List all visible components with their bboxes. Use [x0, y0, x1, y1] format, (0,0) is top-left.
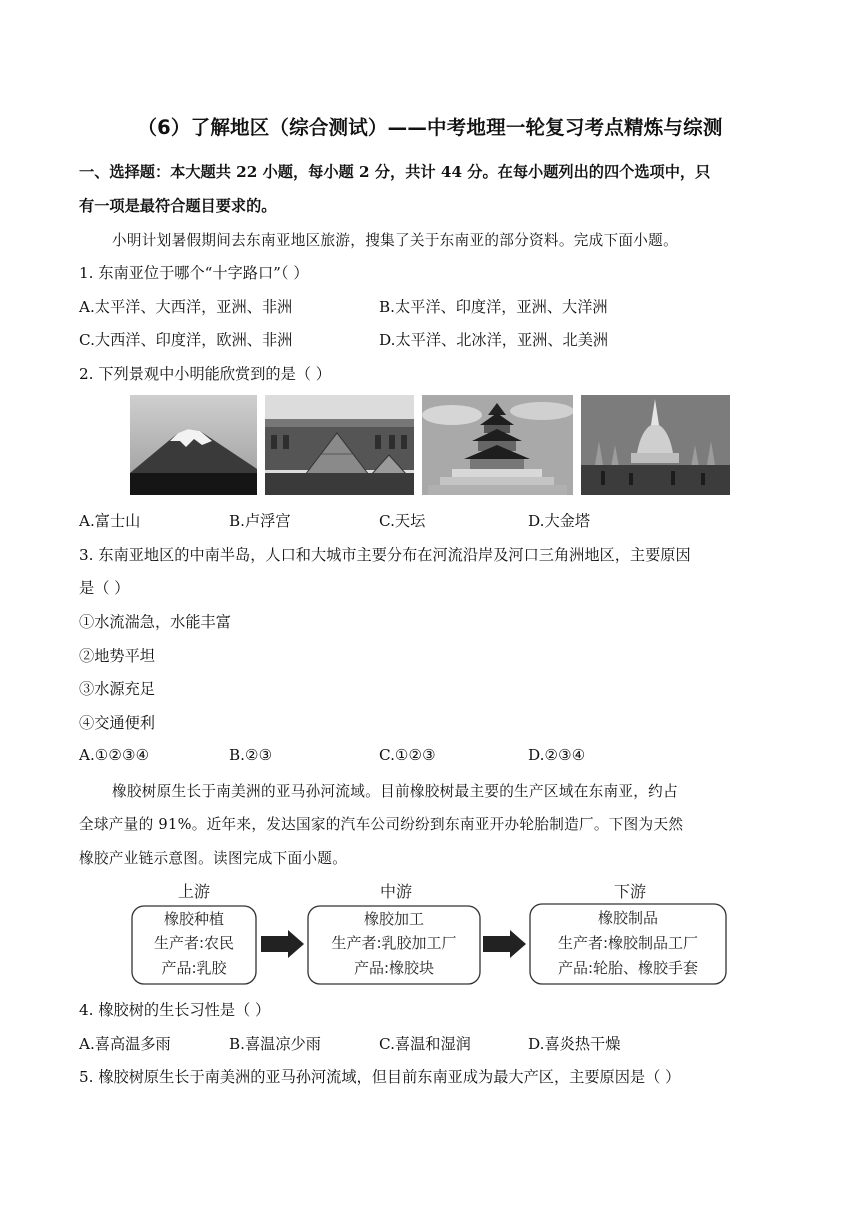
q3-item-2: ②地势平坦 [79, 647, 155, 665]
stage-upstream-name: 橡胶种植 [163, 910, 225, 928]
q3-option-c: C.①②③ [379, 746, 436, 764]
q4-option-b: B.喜温凉少雨 [229, 1035, 321, 1053]
question-5-stem: 5. 橡胶树原生长于南美洲的亚马孙河流域，但目前东南亚成为最大产区，主要原因是（ ） [79, 1068, 681, 1086]
q3-option-d: D.②③④ [528, 746, 586, 764]
photo-mount-fuji [130, 395, 257, 495]
q4-option-a: A.喜高温多雨 [79, 1035, 171, 1053]
q3-item-4: ④交通便利 [79, 714, 155, 732]
material-intro-2-line3: 橡胶产业链示意图。读图完成下面小题。 [79, 850, 348, 867]
section-heading-line2: 有一项是最符合题目要求的。 [79, 197, 277, 215]
question-3-stem-line2: 是（ ） [79, 579, 130, 597]
stage-upstream-header: 上游 [177, 882, 211, 901]
question-4-stem: 4. 橡胶树的生长习性是（ ） [79, 1001, 271, 1019]
q2-option-a: A.富士山 [79, 512, 141, 530]
stage-upstream-producer: 生产者:农民 [153, 934, 235, 952]
arrow-1-icon [261, 930, 304, 958]
q3-option-a: A.①②③④ [79, 746, 150, 764]
material-intro-1: 小明计划暑假期间去东南亚地区旅游，搜集了关于东南亚的部分资料。完成下面小题。 [112, 232, 678, 249]
material-intro-2-line2: 全球产量的 91%。近年来，发达国家的汽车公司纷纷到东南亚开办轮胎制造厂。下图为天然 [79, 816, 684, 833]
stage-downstream-product: 产品:轮胎、橡胶手套 [557, 959, 699, 977]
material-intro-2-line1: 橡胶树原生长于南美洲的亚马孙河流域。目前橡胶树最主要的生产区域在东南亚，约占 [112, 783, 678, 800]
q2-option-d: D.大金塔 [528, 512, 591, 530]
photo-temple-of-heaven [422, 395, 573, 495]
q3-item-3: ③水源充足 [79, 680, 155, 698]
page-title: （6）了解地区（综合测试）——中考地理一轮复习考点精炼与综测 [137, 116, 723, 139]
rubber-industry-chain-diagram [130, 878, 730, 986]
section-heading-line1: 一、选择题：本大题共 22 小题，每小题 2 分，共计 44 分。在每小题列出的四个选项中，只 [79, 163, 711, 181]
stage-midstream-name: 橡胶加工 [363, 910, 425, 928]
q1-option-a: A.太平洋、大西洋，亚洲、非洲 [79, 298, 293, 316]
stage-midstream-product: 产品:橡胶块 [353, 959, 435, 977]
question-1-stem: 1. 东南亚位于哪个“十字路口”（ ） [79, 264, 309, 282]
q1-option-b: B.太平洋、印度洋，亚洲、大洋洲 [379, 298, 608, 316]
question-2-stem: 2. 下列景观中小明能欣赏到的是（ ） [79, 365, 331, 383]
q2-option-c: C.天坛 [379, 512, 426, 530]
stage-upstream-product: 产品:乳胶 [161, 959, 227, 977]
stage-downstream-header: 下游 [613, 882, 647, 901]
q1-option-c: C.大西洋、印度洋，欧洲、非洲 [79, 331, 293, 349]
stage-midstream-header: 中游 [379, 882, 413, 901]
photo-louvre [265, 395, 414, 495]
q2-option-b: B.卢浮宫 [229, 512, 291, 530]
question-3-stem-line1: 3. 东南亚地区的中南半岛，人口和大城市主要分布在河流沿岸及河口三角洲地区，主要原因 [79, 546, 691, 564]
q4-option-c: C.喜温和湿润 [379, 1035, 471, 1053]
q3-item-1: ①水流湍急，水能丰富 [79, 613, 231, 631]
stage-downstream-producer: 生产者:橡胶制品工厂 [557, 934, 699, 952]
stage-downstream-name: 橡胶制品 [597, 909, 659, 927]
q1-option-d: D.太平洋、北冰洋，亚洲、北美洲 [379, 331, 609, 349]
stage-midstream-producer: 生产者:乳胶加工厂 [331, 934, 457, 952]
photo-shwedagon-pagoda [581, 395, 730, 495]
arrow-2-icon [483, 930, 526, 958]
q3-option-b: B.②③ [229, 746, 273, 764]
q4-option-d: D.喜炎热干燥 [528, 1035, 621, 1053]
